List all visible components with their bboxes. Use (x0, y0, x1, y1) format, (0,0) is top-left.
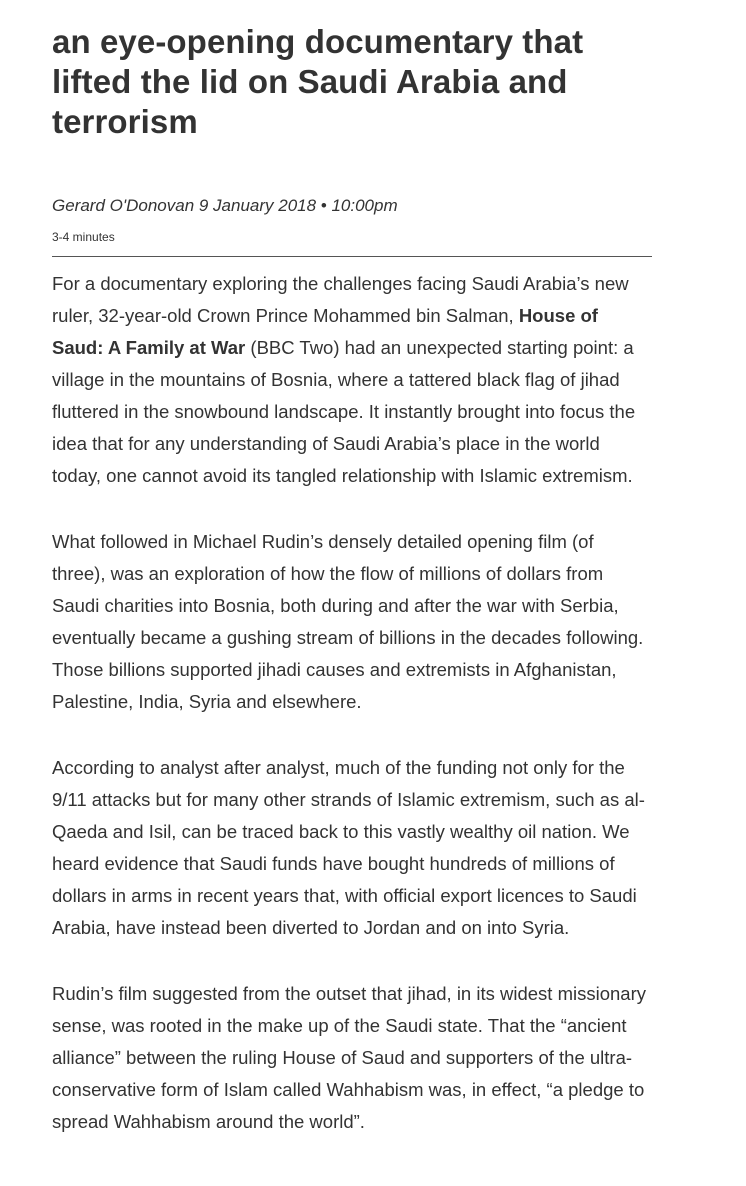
paragraph-3: According to analyst after analyst, much of the funding not only for the 9/11 attacks but for many other strands of Islamic extremism, such as al-Qaeda and Isil, can be traced back to this vastly wealthy oil nation. We heard evidence that Saudi funds have bought hundreds of millions of dollars in arms in recent years that, with official export licences to Saudi Arabia, have instead been diverted to Jordan and on into Syria. (52, 757, 645, 938)
divider (52, 256, 652, 257)
reading-time: 3-4 minutes (52, 230, 115, 244)
paragraph-4: Rudin’s film suggested from the outset that jihad, in its widest missionary sense, was rooted in the make up of the Saudi state. That the “ancient alliance” between the ruling House of Saud and supporters of the ultra-conservative form of Islam called Wahhabism was, in effect, “a pledge to spread Wahhabism around the world”. (52, 983, 646, 1132)
byline: Gerard O'Donovan 9 January 2018 • 10:00pm (52, 196, 398, 215)
paragraph-2: What followed in Michael Rudin’s densely detailed opening film (of three), was an exploration of how the flow of millions of dollars from Saudi charities into Bosnia, both during and after the war with Serbia, eventually became a gushing stream of billions in the decades following. Those billions supported jihadi causes and extremists in Afghanistan, Palestine, India, Syria and elsewhere. (52, 531, 644, 712)
programme-title: House of Saud: A Family at War (52, 305, 598, 358)
paragraph-1-rest: (BBC Two) had an unexpected starting point: a village in the mountains of Bosnia, where a tattered black flag of jihad fluttered in the snowbound landscape. It instantly brought into focus the idea that for any understanding of Saudi Arabia’s place in the world today, one cannot avoid its tangled relationship with Islamic extremism. (52, 337, 636, 486)
article-headline: an eye-opening documentary that lifted the lid on Saudi Arabia and terrorism (52, 23, 584, 140)
paragraph-1-intro: For a documentary exploring the challenges facing Saudi Arabia’s new ruler, 32-year-old Crown Prince Mohammed bin Salman, (52, 273, 629, 326)
paragraph-1 (52, 268, 652, 492)
article-body (52, 268, 652, 1138)
